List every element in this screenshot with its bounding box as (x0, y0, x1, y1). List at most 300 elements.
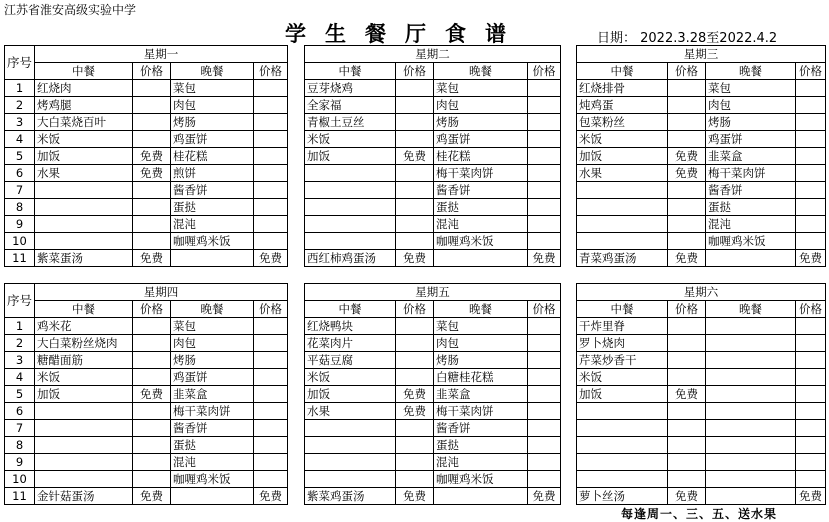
lunch-dish (35, 471, 133, 488)
column-gap (561, 46, 577, 267)
dinner-price (796, 403, 826, 420)
lunch-dish (305, 216, 396, 233)
lunch-price (396, 318, 434, 335)
school-name: 江苏省淮安高级实验中学 (4, 3, 137, 17)
dinner-dish: 梅干菜肉饼 (434, 403, 528, 420)
dinner-price (796, 335, 826, 352)
lunch-price (133, 454, 171, 471)
row-number: 10 (5, 471, 35, 488)
dinner-dish: 混沌 (434, 216, 528, 233)
dinner-price (796, 131, 826, 148)
row-number: 4 (5, 369, 35, 386)
dinner-dish: 蛋挞 (434, 199, 528, 216)
day-name: 星期六 (577, 284, 826, 301)
lunch-header: 中餐 (305, 301, 396, 318)
lunch-price (668, 216, 706, 233)
lunch-dish: 加饭 (305, 148, 396, 165)
lunch-header: 中餐 (35, 301, 133, 318)
dinner-price (528, 403, 561, 420)
lunch-header: 中餐 (35, 63, 133, 80)
lunch-dish: 水果 (577, 165, 668, 182)
dinner-price: 免费 (796, 488, 826, 505)
dinner-dish: 梅干菜肉饼 (434, 165, 528, 182)
dinner-price (796, 420, 826, 437)
dinner-price (796, 216, 826, 233)
table-row (5, 148, 826, 165)
dinner-price (254, 199, 288, 216)
lunch-price: 免费 (133, 250, 171, 267)
lunch-price: 免费 (668, 165, 706, 182)
dinner-dish (706, 369, 796, 386)
dinner-dish: 白糖桂花糕 (434, 369, 528, 386)
dinner-dish: 韭菜盒 (434, 386, 528, 403)
lunch-dish: 豆芽烧鸡 (305, 80, 396, 97)
lunch-dish: 青菜鸡蛋汤 (577, 250, 668, 267)
dinner-dish (171, 488, 254, 505)
row-number: 9 (5, 216, 35, 233)
dinner-price (254, 352, 288, 369)
dinner-price (528, 199, 561, 216)
row-number: 1 (5, 80, 35, 97)
lunch-price (133, 318, 171, 335)
lunch-price (668, 437, 706, 454)
footer-note: 每逢周一、三、五、送水果 (621, 507, 778, 521)
dinner-dish: 烤肠 (706, 114, 796, 131)
page-title: 学生餐厅食谱 (285, 22, 525, 46)
table-row (5, 114, 826, 131)
lunch-dish: 烤鸡腿 (35, 97, 133, 114)
dinner-price (796, 454, 826, 471)
date-range: 日期： 2022.3.28至2022.4.2 (597, 31, 778, 46)
lunch-price (668, 352, 706, 369)
dinner-dish: 蛋挞 (171, 437, 254, 454)
lunch-price (668, 199, 706, 216)
lunch-price: 免费 (396, 148, 434, 165)
menu-table-2 (4, 283, 826, 505)
dinner-price (254, 80, 288, 97)
lunch-dish: 花菜肉片 (305, 335, 396, 352)
lunch-dish (305, 454, 396, 471)
lunch-dish: 米饭 (305, 369, 396, 386)
lunch-price: 免费 (668, 488, 706, 505)
lunch-dish: 米饭 (305, 131, 396, 148)
dinner-dish: 酱香饼 (171, 420, 254, 437)
lunch-dish (305, 420, 396, 437)
dinner-dish (706, 454, 796, 471)
lunch-dish: 紫菜鸡蛋汤 (305, 488, 396, 505)
dinner-price-header: 价格 (796, 63, 826, 80)
table-row (5, 233, 826, 250)
lunch-price (396, 216, 434, 233)
dinner-price: 免费 (528, 488, 561, 505)
lunch-price: 免费 (668, 386, 706, 403)
lunch-price-header: 价格 (396, 63, 434, 80)
lunch-dish (305, 437, 396, 454)
lunch-price (396, 199, 434, 216)
dinner-price (796, 80, 826, 97)
dinner-price (254, 318, 288, 335)
lunch-price (396, 420, 434, 437)
dinner-dish: 鸡蛋饼 (434, 131, 528, 148)
dinner-price (528, 454, 561, 471)
dinner-price (796, 148, 826, 165)
dinner-dish: 蛋挞 (171, 199, 254, 216)
row-number: 7 (5, 182, 35, 199)
lunch-price (396, 97, 434, 114)
dinner-price (254, 216, 288, 233)
lunch-dish (35, 454, 133, 471)
column-gap (288, 284, 305, 505)
lunch-price (133, 420, 171, 437)
dinner-price (796, 233, 826, 250)
dinner-dish: 混沌 (434, 454, 528, 471)
lunch-dish: 紫菜蛋汤 (35, 250, 133, 267)
lunch-dish (35, 233, 133, 250)
dinner-dish (706, 318, 796, 335)
row-number: 11 (5, 250, 35, 267)
dinner-price (528, 165, 561, 182)
dinner-price (528, 182, 561, 199)
dinner-price (254, 420, 288, 437)
dinner-price (796, 369, 826, 386)
dinner-price (528, 233, 561, 250)
lunch-price-header: 价格 (668, 301, 706, 318)
dinner-dish (706, 352, 796, 369)
lunch-price (668, 233, 706, 250)
lunch-price (668, 131, 706, 148)
lunch-price (133, 335, 171, 352)
lunch-header: 中餐 (305, 63, 396, 80)
lunch-dish: 西红柿鸡蛋汤 (305, 250, 396, 267)
dinner-dish: 梅干菜肉饼 (706, 165, 796, 182)
lunch-price: 免费 (396, 386, 434, 403)
dinner-dish (706, 420, 796, 437)
lunch-price (396, 335, 434, 352)
lunch-dish: 干炸里脊 (577, 318, 668, 335)
row-number: 1 (5, 318, 35, 335)
table-row (5, 369, 826, 386)
lunch-price (133, 182, 171, 199)
row-number: 6 (5, 403, 35, 420)
row-number: 5 (5, 148, 35, 165)
dinner-price (254, 148, 288, 165)
dinner-dish: 咖喱鸡米饭 (706, 233, 796, 250)
lunch-price (133, 233, 171, 250)
lunch-price (133, 80, 171, 97)
day-header-row (5, 46, 826, 63)
dinner-dish: 梅干菜肉饼 (171, 403, 254, 420)
dinner-dish: 酱香饼 (706, 182, 796, 199)
lunch-dish: 包菜粉丝 (577, 114, 668, 131)
row-number: 5 (5, 386, 35, 403)
lunch-dish: 芹菜炒香干 (577, 352, 668, 369)
dinner-dish: 咖喱鸡米饭 (434, 233, 528, 250)
lunch-dish: 罗卜烧肉 (577, 335, 668, 352)
lunch-dish: 大白菜粉丝烧肉 (35, 335, 133, 352)
dinner-dish: 菜包 (706, 80, 796, 97)
dinner-price (528, 471, 561, 488)
dinner-dish (706, 335, 796, 352)
row-number: 7 (5, 420, 35, 437)
lunch-dish (35, 182, 133, 199)
dinner-dish (706, 437, 796, 454)
dinner-price-header: 价格 (254, 63, 288, 80)
lunch-price: 免费 (668, 250, 706, 267)
table-row (5, 471, 826, 488)
lunch-dish (577, 437, 668, 454)
dinner-dish: 酱香饼 (434, 182, 528, 199)
lunch-price (133, 199, 171, 216)
row-number: 8 (5, 199, 35, 216)
dinner-price (254, 454, 288, 471)
lunch-price (396, 352, 434, 369)
dinner-dish: 烤肠 (434, 114, 528, 131)
lunch-price (133, 369, 171, 386)
lunch-price (396, 454, 434, 471)
day-name: 星期一 (35, 46, 288, 63)
lunch-dish: 加饭 (577, 148, 668, 165)
lunch-dish (305, 182, 396, 199)
dinner-price (796, 165, 826, 182)
lunch-price (133, 97, 171, 114)
table-row (5, 352, 826, 369)
dinner-price: 免费 (796, 250, 826, 267)
dinner-dish (706, 250, 796, 267)
dinner-dish: 肉包 (706, 97, 796, 114)
dinner-dish: 蛋挞 (434, 437, 528, 454)
row-number: 6 (5, 165, 35, 182)
lunch-price (133, 437, 171, 454)
lunch-dish (577, 199, 668, 216)
lunch-dish: 大白菜烧百叶 (35, 114, 133, 131)
lunch-price: 免费 (668, 148, 706, 165)
lunch-price: 免费 (133, 386, 171, 403)
lunch-price: 免费 (396, 403, 434, 420)
table-row (5, 437, 826, 454)
lunch-price-header: 价格 (396, 301, 434, 318)
dinner-dish: 菜包 (434, 318, 528, 335)
dinner-dish: 咖喱鸡米饭 (171, 471, 254, 488)
lunch-dish: 加饭 (35, 386, 133, 403)
lunch-price (133, 471, 171, 488)
table-row (5, 250, 826, 267)
lunch-price (668, 420, 706, 437)
lunch-price (668, 454, 706, 471)
table-row (5, 386, 826, 403)
dinner-price (528, 335, 561, 352)
lunch-price (668, 114, 706, 131)
table-row (5, 420, 826, 437)
dinner-dish: 菜包 (434, 80, 528, 97)
dinner-price (254, 437, 288, 454)
lunch-dish (305, 165, 396, 182)
dinner-dish: 混沌 (171, 216, 254, 233)
table-row (5, 318, 826, 335)
lunch-price (668, 403, 706, 420)
dinner-dish: 鸡蛋饼 (171, 131, 254, 148)
column-gap (288, 46, 305, 267)
dinner-dish: 韭菜盒 (171, 386, 254, 403)
dinner-price: 免费 (254, 250, 288, 267)
menu-table-1 (4, 45, 826, 267)
lunch-price (396, 114, 434, 131)
lunch-price (396, 80, 434, 97)
lunch-dish: 平菇豆腐 (305, 352, 396, 369)
lunch-dish: 萝卜丝汤 (577, 488, 668, 505)
lunch-dish: 米饭 (577, 369, 668, 386)
row-number: 3 (5, 114, 35, 131)
dinner-price (796, 352, 826, 369)
lunch-price: 免费 (133, 488, 171, 505)
lunch-price (396, 165, 434, 182)
dinner-dish: 鸡蛋饼 (171, 369, 254, 386)
row-number: 9 (5, 454, 35, 471)
row-number: 10 (5, 233, 35, 250)
dinner-price (796, 471, 826, 488)
lunch-price: 免费 (133, 148, 171, 165)
dinner-dish: 酱香饼 (171, 182, 254, 199)
lunch-dish: 米饭 (35, 369, 133, 386)
dinner-dish: 韭菜盒 (706, 148, 796, 165)
table-row (5, 131, 826, 148)
column-gap (561, 284, 577, 505)
lunch-dish (577, 216, 668, 233)
seq-header: 序号 (5, 284, 35, 318)
lunch-dish (305, 199, 396, 216)
dinner-dish (706, 386, 796, 403)
lunch-price (668, 471, 706, 488)
dinner-price (254, 369, 288, 386)
dinner-dish: 菜包 (171, 80, 254, 97)
dinner-dish: 肉包 (171, 97, 254, 114)
dinner-price (528, 420, 561, 437)
table-row (5, 165, 826, 182)
dinner-dish (171, 250, 254, 267)
dinner-price (796, 386, 826, 403)
lunch-dish (305, 471, 396, 488)
dinner-dish: 肉包 (434, 335, 528, 352)
dinner-dish (706, 471, 796, 488)
lunch-dish (577, 233, 668, 250)
lunch-price-header: 价格 (133, 63, 171, 80)
lunch-dish (577, 471, 668, 488)
dinner-header: 晚餐 (706, 301, 796, 318)
lunch-dish: 米饭 (577, 131, 668, 148)
lunch-price-header: 价格 (133, 301, 171, 318)
lunch-dish: 加饭 (35, 148, 133, 165)
lunch-dish (35, 403, 133, 420)
lunch-dish: 糖醋面筋 (35, 352, 133, 369)
lunch-price (133, 114, 171, 131)
dinner-dish: 桂花糕 (171, 148, 254, 165)
dinner-price (254, 97, 288, 114)
lunch-price (668, 335, 706, 352)
dinner-price (796, 97, 826, 114)
row-number: 2 (5, 97, 35, 114)
table-row (5, 216, 826, 233)
dinner-price-header: 价格 (528, 63, 561, 80)
lunch-dish: 炖鸡蛋 (577, 97, 668, 114)
lunch-dish: 金针菇蛋汤 (35, 488, 133, 505)
table-row (5, 454, 826, 471)
day-name: 星期五 (305, 284, 561, 301)
dinner-price (796, 182, 826, 199)
lunch-price (668, 97, 706, 114)
table-row (5, 97, 826, 114)
lunch-dish: 红烧鸭块 (305, 318, 396, 335)
lunch-dish: 加饭 (577, 386, 668, 403)
row-number: 11 (5, 488, 35, 505)
lunch-dish: 鸡米花 (35, 318, 133, 335)
dinner-price (254, 165, 288, 182)
dinner-price-header: 价格 (254, 301, 288, 318)
dinner-dish: 酱香饼 (434, 420, 528, 437)
dinner-header: 晚餐 (434, 301, 528, 318)
lunch-price (133, 131, 171, 148)
dinner-header: 晚餐 (434, 63, 528, 80)
dinner-price (528, 369, 561, 386)
dinner-price-header: 价格 (528, 301, 561, 318)
lunch-price (396, 471, 434, 488)
dinner-price (254, 386, 288, 403)
dinner-dish: 肉包 (434, 97, 528, 114)
row-number: 3 (5, 352, 35, 369)
lunch-price (396, 182, 434, 199)
table-row (5, 182, 826, 199)
dinner-price (254, 335, 288, 352)
lunch-dish (35, 216, 133, 233)
lunch-dish: 米饭 (35, 131, 133, 148)
dinner-price (528, 80, 561, 97)
dinner-dish: 蛋挞 (706, 199, 796, 216)
dinner-price (528, 131, 561, 148)
dinner-header: 晚餐 (171, 301, 254, 318)
dinner-dish (706, 488, 796, 505)
lunch-price: 免费 (133, 165, 171, 182)
dinner-dish: 肉包 (171, 335, 254, 352)
lunch-dish: 水果 (305, 403, 396, 420)
lunch-price (133, 216, 171, 233)
dinner-price (254, 182, 288, 199)
dinner-price (528, 97, 561, 114)
dinner-price-header: 价格 (796, 301, 826, 318)
dinner-dish: 咖喱鸡米饭 (434, 471, 528, 488)
dinner-price (796, 318, 826, 335)
dinner-dish (434, 488, 528, 505)
day-header-row (5, 284, 826, 301)
dinner-price (528, 114, 561, 131)
lunch-dish (35, 437, 133, 454)
dinner-price (796, 199, 826, 216)
dinner-dish: 烤肠 (171, 114, 254, 131)
lunch-price (668, 80, 706, 97)
dinner-price (254, 471, 288, 488)
dinner-price (528, 386, 561, 403)
table-row (5, 403, 826, 420)
dinner-price (796, 114, 826, 131)
lunch-price (396, 233, 434, 250)
dinner-dish (434, 250, 528, 267)
dinner-price: 免费 (254, 488, 288, 505)
lunch-price: 免费 (396, 488, 434, 505)
dinner-dish: 鸡蛋饼 (706, 131, 796, 148)
lunch-price-header: 价格 (668, 63, 706, 80)
dinner-price (528, 318, 561, 335)
row-number: 4 (5, 131, 35, 148)
dinner-dish: 咖喱鸡米饭 (171, 233, 254, 250)
day-name: 星期四 (35, 284, 288, 301)
lunch-price (133, 403, 171, 420)
